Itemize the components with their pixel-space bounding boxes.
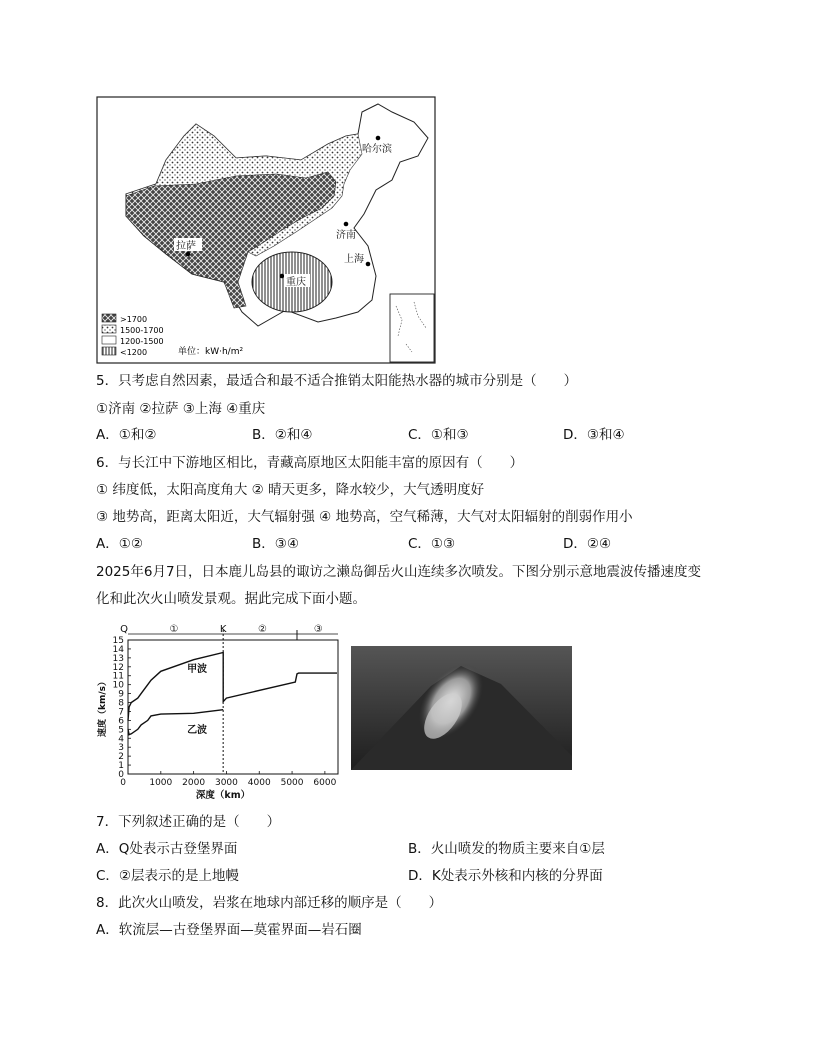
y-tick-label: 1 xyxy=(118,761,124,772)
city-dot-lhasa xyxy=(186,252,191,257)
q7-option-b[interactable]: B．火山喷发的物质主要来自①层 xyxy=(408,841,605,857)
x-tick-label: 3000 xyxy=(214,778,238,788)
top-label-k: K xyxy=(219,624,227,635)
y-tick-label: 7 xyxy=(118,707,124,718)
seismic-wave-chart xyxy=(96,616,346,806)
q6-option-d[interactable]: D．②④ xyxy=(563,536,612,552)
legend-swatch-vertical xyxy=(102,347,116,355)
q7-stem: 7．下列叙述正确的是（ ） xyxy=(96,814,281,830)
top-label-q: Q xyxy=(120,624,128,635)
plot-frame xyxy=(128,640,338,774)
city-label-chongqing: 重庆 xyxy=(286,277,306,288)
q5-items: ①济南 ②拉萨 ③上海 ④重庆 xyxy=(96,401,266,417)
y-tick-label: 10 xyxy=(112,680,124,691)
city-dot-shanghai xyxy=(366,262,371,267)
y-tick-label: 9 xyxy=(118,689,124,700)
legend-label-3: 1200-1500 xyxy=(120,337,164,346)
top-label-layer1: ① xyxy=(169,624,179,635)
legend-swatch-dots xyxy=(102,325,116,333)
city-dot-jinan xyxy=(344,222,349,227)
y-tick-label: 14 xyxy=(112,644,124,655)
q5-option-d[interactable]: D．③和④ xyxy=(563,427,625,443)
city-dot-chongqing xyxy=(280,274,285,279)
map-unit: 单位：kW·h/m² xyxy=(178,347,244,357)
x-axis-label: 深度（km） xyxy=(195,790,251,801)
city-label-harbin: 哈尔滨 xyxy=(362,144,392,155)
q7-option-d[interactable]: D．K处表示外核和内核的分界面 xyxy=(408,868,603,884)
intro-line-1: 2025年6月7日，日本鹿儿岛县的诹访之濑岛御岳火山连续多次喷发。下图分别示意地震波传播速度变 xyxy=(96,564,702,580)
q5-option-c[interactable]: C．①和③ xyxy=(408,427,469,443)
y-tick-label: 2 xyxy=(118,752,124,763)
series-line-p-wave xyxy=(128,653,337,721)
series-label-s-wave: 乙波 xyxy=(187,724,208,736)
y-tick-label: 12 xyxy=(112,662,124,673)
legend-swatch-blank xyxy=(102,336,116,344)
top-label-layer3: ③ xyxy=(313,624,323,635)
legend-label-1: >1700 xyxy=(120,315,148,324)
series-line-s-wave xyxy=(128,710,223,735)
city-label-lhasa: 拉萨 xyxy=(176,241,196,252)
q6-items-line1: ① 纬度低，太阳高度角大 ② 晴天更多，降水较少，大气透明度好 xyxy=(96,482,485,498)
q6-items-line2: ③ 地势高，距离太阳近，大气辐射强 ④ 地势高，空气稀薄，大气对太阳辐射的削弱作用小 xyxy=(96,509,633,525)
q5-stem: 5．只考虑自然因素，最适合和最不适合推销太阳能热水器的城市分别是（ ） xyxy=(96,373,578,389)
solar-radiation-map xyxy=(96,96,436,364)
q6-stem: 6．与长江中下游地区相比，青藏高原地区太阳能丰富的原因有（ ） xyxy=(96,455,524,471)
y-tick-label: 5 xyxy=(118,725,124,736)
q6-option-b[interactable]: B．③④ xyxy=(252,536,299,552)
legend-label-4: <1200 xyxy=(120,348,148,357)
intro-line-2: 化和此次火山喷发景观。据此完成下面小题。 xyxy=(96,591,366,607)
y-tick-label: 8 xyxy=(118,698,124,709)
city-dot-harbin xyxy=(376,136,381,141)
y-tick-label: 6 xyxy=(118,716,124,727)
legend-swatch-crosshatch xyxy=(102,314,116,322)
q5-option-b[interactable]: B．②和④ xyxy=(252,427,313,443)
city-label-jinan: 济南 xyxy=(336,230,356,241)
x-tick-label: 1000 xyxy=(149,778,173,788)
top-label-layer2: ② xyxy=(258,624,268,635)
q7-option-a[interactable]: A．Q处表示古登堡界面 xyxy=(96,841,238,857)
x-tick-label: 5000 xyxy=(280,778,304,788)
series-label-p-wave: 甲波 xyxy=(187,664,208,676)
x-tick-label: 6000 xyxy=(313,778,337,788)
y-tick-label: 3 xyxy=(118,743,124,754)
y-tick-label: 13 xyxy=(112,653,124,664)
q5-option-a[interactable]: A．①和② xyxy=(96,427,157,443)
q7-option-c[interactable]: C．②层表示的是上地幔 xyxy=(96,868,240,884)
volcano-eruption-photo xyxy=(351,646,572,770)
q8-option-a[interactable]: A．软流层—古登堡界面—莫霍界面—岩石圈 xyxy=(96,922,362,938)
y-tick-label: 0 xyxy=(118,770,124,780)
y-tick-label: 4 xyxy=(118,734,124,745)
x-tick-label-origin: 0 xyxy=(120,778,126,788)
city-label-shanghai: 上海 xyxy=(344,254,364,265)
x-tick-label: 2000 xyxy=(182,778,206,788)
y-tick-label: 11 xyxy=(112,671,124,682)
x-tick-label: 4000 xyxy=(247,778,271,788)
q6-option-c[interactable]: C．①③ xyxy=(408,536,456,552)
q6-option-a[interactable]: A．①② xyxy=(96,536,143,552)
y-tick-label: 15 xyxy=(112,636,124,646)
volcano-plume-graphic xyxy=(351,646,572,770)
q8-stem: 8．此次火山喷发，岩浆在地球内部迁移的顺序是（ ） xyxy=(96,895,443,911)
y-axis-label: 速度（km/s） xyxy=(98,676,108,738)
legend-label-2: 1500-1700 xyxy=(120,326,164,335)
